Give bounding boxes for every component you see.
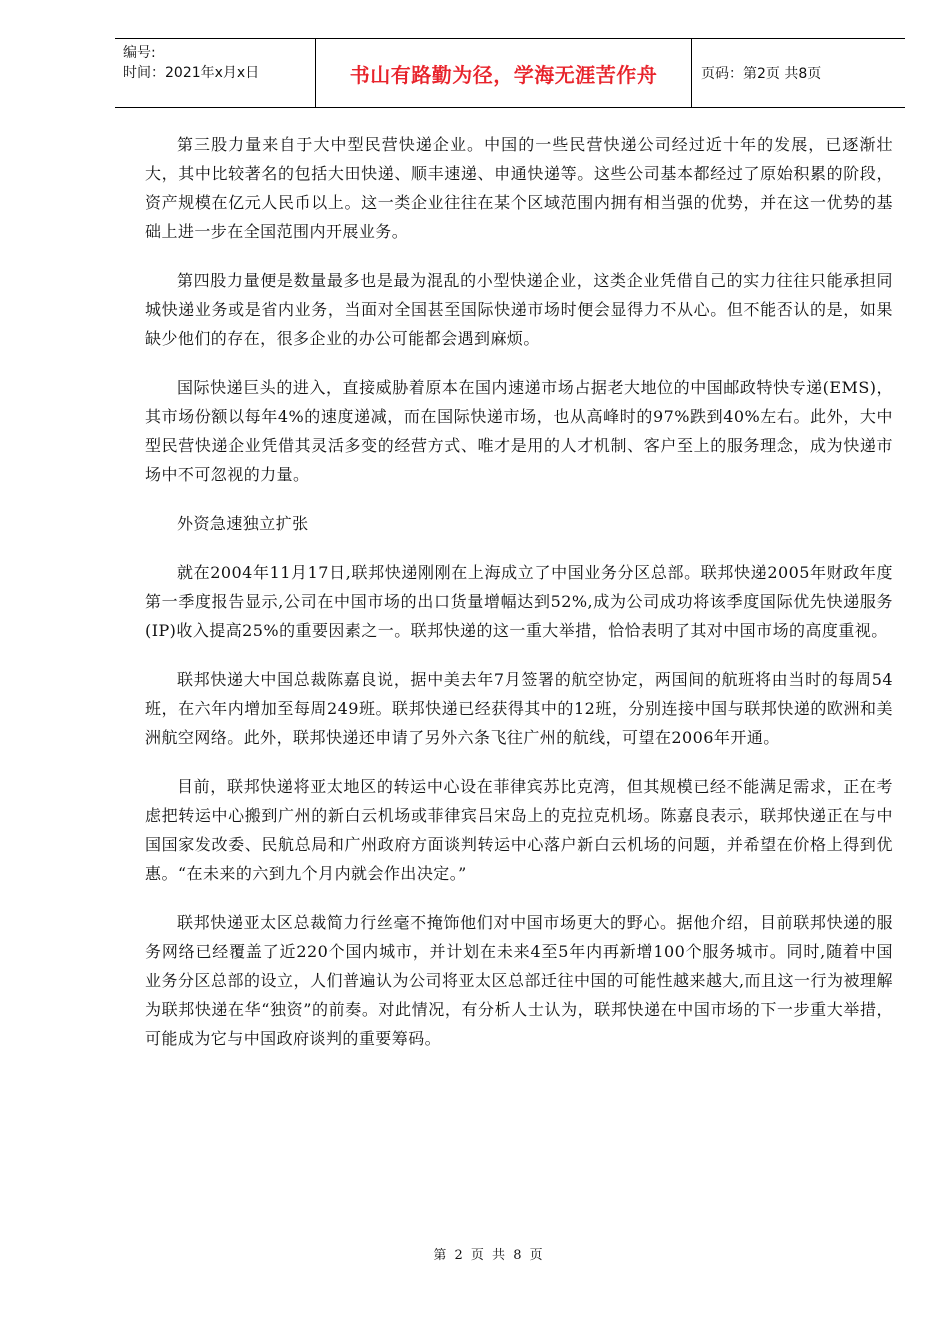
header-page-info: 页码：第2页 共8页: [701, 66, 822, 82]
page-footer: 第 2 页 共 8 页: [433, 1248, 545, 1263]
document-number-label: 编号:: [123, 45, 156, 61]
paragraph-third-force: 第三股力量来自于大中型民营快递企业。中国的一些民营快递公司经过近十年的发展，已逐渐壮大，其中比较著名的包括大田快递、顺丰速递、申通快递等。这些公司基本都经过了原始积累的阶段，资产规模在亿元人民币以上。这一类企业往往在某个区域范围内拥有相当强的优势，并在这一优势的基础上进一步在全国范围内开展业务。: [145, 135, 893, 241]
document-time-label: 时间：2021年x月x日: [123, 65, 260, 81]
header-divider-right: [691, 39, 692, 107]
paragraph-fourth-force: 第四股力量便是数量最多也是最为混乱的小型快递企业，这类企业凭借自己的实力往往只能承担同城快递业务或是省内业务，当面对全国甚至国际快递市场时便会显得力不从心。但不能否认的是，如果缺少他们的存在，很多企业的办公可能都会遇到麻烦。: [145, 271, 893, 348]
section-heading: 外资急速独立扩张: [177, 514, 309, 533]
paragraph-transfer-center: 目前，联邦快递将亚太地区的转运中心设在菲律宾苏比克湾，但其规模已经不能满足需求，正在考虑把转运中心搬到广州的新白云机场或菲律宾吕宋岛上的克拉克机场。陈嘉良表示，联邦快递正在与中国国家发改委、民航总局和广州政府方面谈判转运中心落户新白云机场的问题，并希望在价格上得到优惠。“在未来的六到九个月内就会作出决定。”: [145, 777, 893, 883]
document-body: [145, 130, 893, 1073]
page-header: [115, 38, 905, 108]
paragraph-fedex-hq: 就在2004年11月17日,联邦快递刚刚在上海成立了中国业务分区总部。联邦快递2005年财政年度第一季度报告显示,公司在中国市场的出口货量增幅达到52%,成为公司成功将该季度国际优先快递服务(IP)收入提高25%的重要因素之一。联邦快递的这一重大举措，恰恰表明了其对中国市场的高度重视。: [145, 563, 893, 640]
paragraph-ems-impact: 国际快递巨头的进入，直接威胁着原本在国内速递市场占据老大地位的中国邮政特快专递(EMS)，其市场份额以每年4%的速度递减，而在国际快递市场，也从高峰时的97%跌到40%左右。此外，大中型民营快递企业凭借其灵活多变的经营方式、唯才是用的人才机制、客户至上的服务理念，成为快递市场中不可忽视的力量。: [145, 378, 893, 484]
header-motto: 书山有路勤为径，学海无涯苦作舟: [349, 62, 658, 87]
paragraph-expansion-plan: 联邦快递亚太区总裁简力行丝毫不掩饰他们对中国市场更大的野心。据他介绍，目前联邦快递的服务网络已经覆盖了近220个国内城市，并计划在未来4至5年内再新增100个服务城市。同时,随着中国业务分区总部的设立，人们普遍认为公司将亚太区总部迁往中国的可能性越来越大,而且这一行为被理解为联邦快递在华“独资”的前奏。对此情况，有分析人士认为，联邦快递在中国市场的下一步重大举措，可能成为它与中国政府谈判的重要筹码。: [145, 913, 893, 1048]
paragraph-aviation-agreement: 联邦快递大中国总裁陈嘉良说，据中美去年7月签署的航空协定，两国间的航班将由当时的每周54班，在六年内增加至每周249班。联邦快递已经获得其中的12班，分别连接中国与联邦快递的欧洲和美洲航空网络。此外，联邦快递还申请了另外六条飞往广州的航线，可望在2006年开通。: [145, 670, 893, 747]
header-meta: [123, 43, 259, 83]
